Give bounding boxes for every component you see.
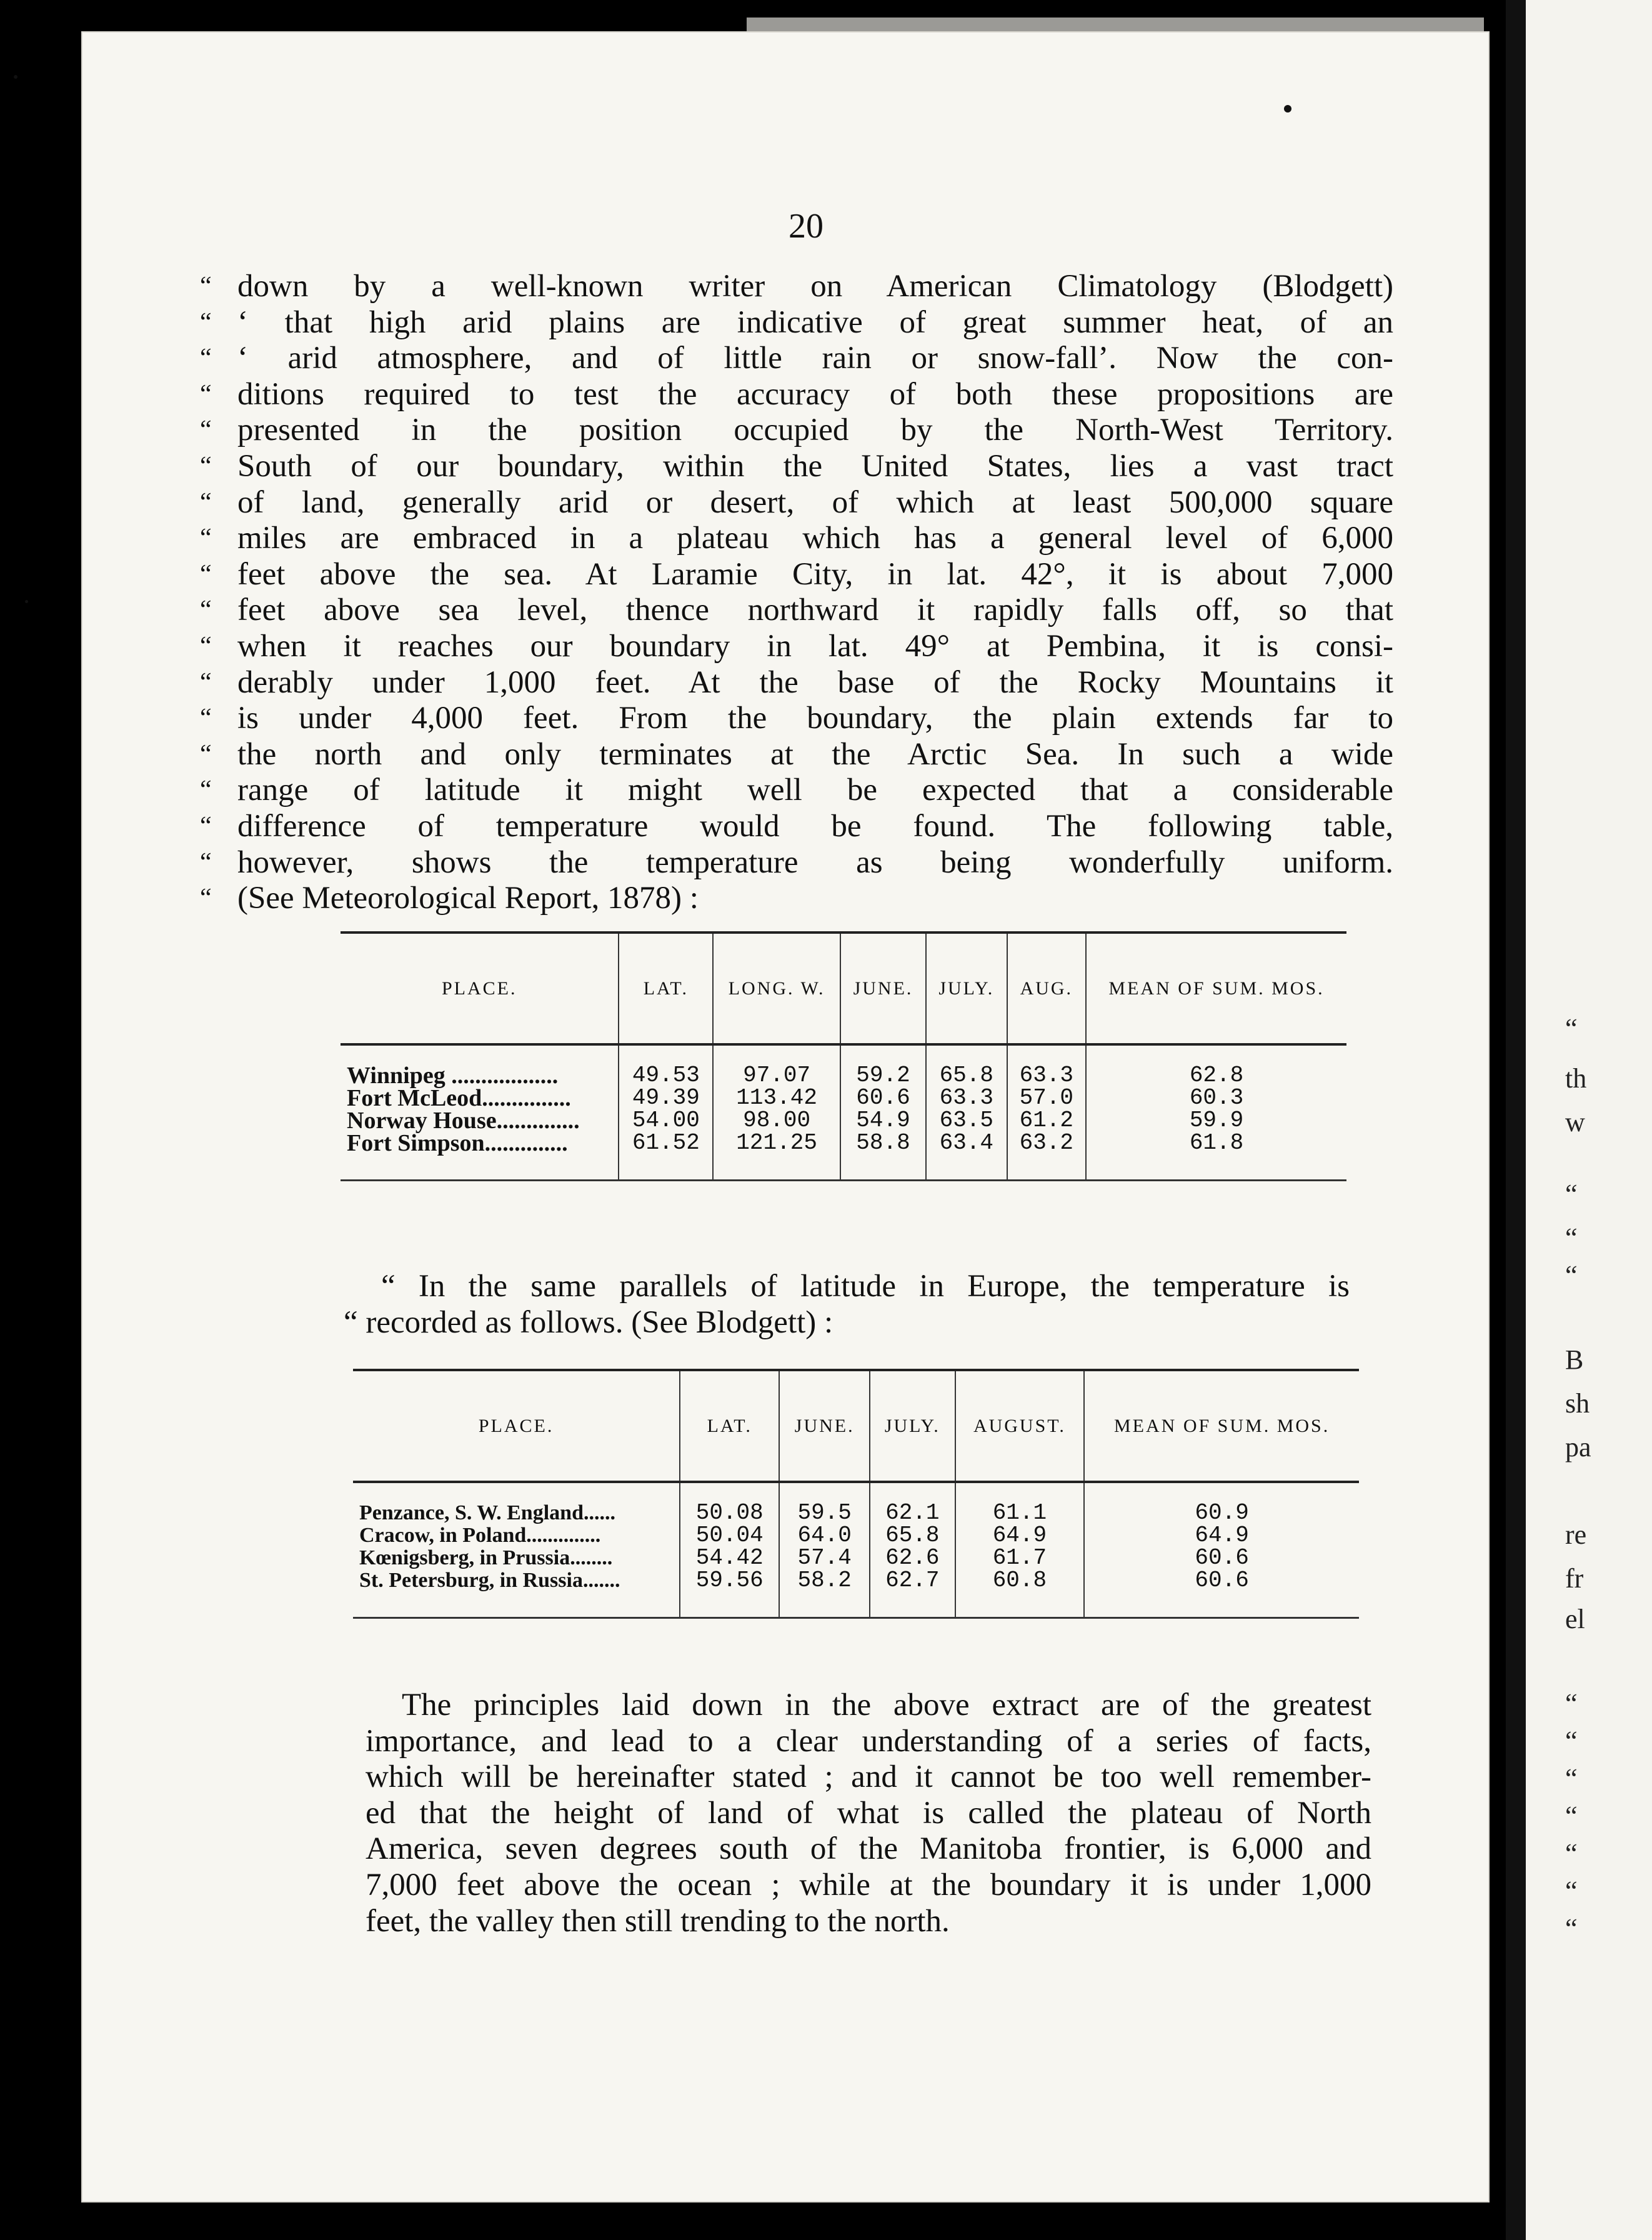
quote-mark: “ [200,379,212,409]
quote-mark: “ [200,668,212,697]
quote-line-text: ditions required to test the accuracy of both these propositions are [237,376,1393,412]
value-cell: 63.5 [926,1109,1007,1132]
paragraph-line: ed that the height of land of what is called the plateau of North [366,1795,1371,1831]
quote-line-text: ‘ arid atmosphere, and of little rain or snow-fall’. Now the con- [237,341,1393,376]
quote-mark: “ [200,739,212,769]
europe-intro-passage [344,1269,1350,1341]
table-header-row [353,1371,1359,1482]
quote-line [200,628,1393,665]
value-cell: 98.00 [713,1109,840,1132]
place-cell: Norway House.............. [347,1108,580,1134]
cut-off-text: B [1565,1344,1584,1375]
column-header: JULY. [926,934,1007,1044]
quote-line-text: of land, generally arid or desert, of which at least 500,000 square [237,484,1393,520]
value-cell: 62.6 [870,1547,955,1569]
north-america-temperature-table [341,931,1346,1181]
value-cell: 49.53 [619,1064,713,1087]
speck [25,600,28,603]
paragraph-line: feet, the valley then still trending to the north. [366,1903,950,1939]
quote-mark: “ [200,884,212,913]
value-cell: 61.52 [619,1132,713,1154]
value-cell: 60.9 [1084,1502,1359,1524]
closing-paragraph [366,1688,1371,1939]
quote-mark: “ [200,776,212,805]
intro-line-text: recorded as follows. (See Blodgett) : [366,1304,833,1340]
column-header: AUG. [1007,934,1087,1044]
paragraph-line: The principles laid down in the above extract are of the greatest [402,1688,1371,1722]
paragraph-line: 7,000 feet above the ocean ; while at the boundary it is under 1,000 [366,1867,1371,1902]
value-cell: 61.1 [955,1502,1085,1524]
quote-line-text: derably under 1,000 feet. At the base of the Rocky Mountains it [237,664,1393,700]
quote-line [200,484,1393,521]
cut-off-text: “ [1565,1913,1578,1944]
cut-off-text: “ [1565,1838,1578,1869]
place-cell: Winnipeg .................. [347,1062,559,1089]
value-cell: 59.5 [779,1502,870,1524]
column-header: PLACE. [341,934,619,1044]
quote-mark: “ [381,1269,419,1304]
quote-line [200,736,1393,773]
cut-off-text: fr [1565,1563,1584,1594]
table-row [341,1132,1346,1154]
quote-mark: “ [200,704,212,733]
quote-line [200,412,1393,449]
column-header: JUNE. [840,934,926,1044]
quote-mark: “ [200,524,212,553]
column-header: AUGUST. [955,1371,1085,1482]
place-cell: St. Petersburg, in Russia....... [359,1569,620,1592]
quote-line-text: presented in the position occupied by the North-West Territory. [237,412,1393,448]
value-cell: 50.08 [680,1502,779,1524]
quote-line-text: is under 4,000 feet. From the boundary, the plain extends far to [237,701,1393,736]
value-cell: 64.0 [779,1524,870,1547]
table-row [353,1524,1359,1547]
quote-line-text: feet above the sea. At Laramie City, in lat. 42°, it is about 7,000 [237,556,1393,592]
value-cell: 62.1 [870,1502,955,1524]
place-cell: Penzance, S. W. England...... [359,1501,615,1524]
cut-off-text: “ [1565,1179,1578,1209]
quote-line-text: difference of temperature would be found. The following table, [237,808,1393,844]
europe-temperature-table [353,1369,1359,1619]
page-gutter [1506,0,1526,2240]
value-cell: 63.3 [926,1087,1007,1109]
quote-line [200,556,1393,593]
quote-mark: “ [200,416,212,445]
quote-mark: “ [200,308,212,337]
page-number: 20 [789,207,824,246]
quote-line [200,341,1393,377]
quote-line [200,664,1393,701]
value-cell: 61.8 [1086,1132,1346,1154]
cut-off-text: “ [1565,1013,1578,1044]
value-cell: 54.9 [840,1109,926,1132]
value-cell: 49.39 [619,1087,713,1109]
cut-off-text: “ [1565,1801,1578,1831]
value-cell: 64.9 [955,1524,1085,1547]
quote-mark: “ [200,596,212,625]
cut-off-text: “ [1565,1726,1578,1756]
cut-off-text: “ [1565,1876,1578,1906]
value-cell: 60.3 [1086,1087,1346,1109]
cut-off-text: th [1565,1063,1587,1094]
cut-off-text: “ [1565,1763,1578,1794]
quote-line-text: South of our boundary, within the United States, lies a vast tract [237,448,1393,484]
quoted-passage [200,269,1393,917]
table-row [353,1502,1359,1524]
value-cell: 54.42 [680,1547,779,1569]
cut-off-text: “ [1565,1688,1578,1719]
intro-line [344,1305,1350,1341]
quote-line-text: the north and only terminates at the Arctic Sea. In such a wide [237,736,1393,772]
quote-line [200,304,1393,341]
quote-line [200,772,1393,809]
quote-line [200,269,1393,305]
quote-mark: “ [200,631,212,661]
value-cell: 59.56 [680,1569,779,1592]
column-header: MEAN OF SUM. MOS. [1086,934,1346,1044]
paragraph-line: importance, and lead to a clear understanding of a series of facts, [366,1723,1371,1759]
speck [1284,105,1291,112]
quote-mark: “ [200,344,212,373]
column-header: JUNE. [779,1371,870,1482]
quote-line-text: down by a well-known writer on American Climatology (Blodgett) [237,269,1393,304]
column-header: JULY. [870,1371,955,1482]
table-row [353,1547,1359,1569]
value-cell: 59.2 [840,1064,926,1087]
quote-line [200,521,1393,557]
cut-off-text: pa [1565,1432,1591,1462]
value-cell: 63.4 [926,1132,1007,1154]
value-cell: 60.6 [840,1087,926,1109]
table-row [341,1087,1346,1109]
column-header: MEAN OF SUM. MOS. [1084,1371,1359,1482]
speck [14,75,17,79]
value-cell: 63.2 [1007,1132,1087,1154]
value-cell: 58.8 [840,1132,926,1154]
quote-line [200,844,1393,881]
value-cell: 57.0 [1007,1087,1087,1109]
value-cell: 65.8 [926,1064,1007,1087]
value-cell: 62.7 [870,1569,955,1592]
adjacent-page-edge [1506,0,1652,2240]
value-cell: 65.8 [870,1524,955,1547]
quote-line-text: feet above sea level, thence northward it rapidly falls off, so that [237,592,1393,628]
quote-line-text: range of latitude it might well be expected that a considerable [237,772,1393,808]
quote-line [200,881,1393,917]
quote-line-text: miles are embraced in a plateau which has a general level of 6,000 [237,521,1393,556]
quote-mark: “ [200,488,212,517]
value-cell: 58.2 [779,1569,870,1592]
quote-line-text: however, shows the temperature as being wonderfully uniform. [237,844,1393,880]
value-cell: 59.9 [1086,1109,1346,1132]
quote-line-text: (See Meteorological Report, 1878) : [237,881,699,916]
place-cell: Fort McLeod............... [347,1085,571,1111]
value-cell: 64.9 [1084,1524,1359,1547]
cut-off-text: el [1565,1604,1585,1634]
cut-off-text: w [1565,1107,1585,1138]
paragraph-line: America, seven degrees south of the Manitoba frontier, is 6,000 and [366,1831,1371,1867]
intro-line [344,1269,1350,1305]
cut-off-text: sh [1565,1388,1590,1419]
cut-off-text: “ [1565,1222,1578,1253]
value-cell: 60.8 [955,1569,1085,1592]
paragraph-line: which will be hereinafter stated ; and it cannot be too well remember- [366,1759,1371,1795]
table-row [341,1064,1346,1087]
column-header: PLACE. [353,1371,680,1482]
value-cell: 61.7 [955,1547,1085,1569]
value-cell: 62.8 [1086,1064,1346,1087]
value-cell: 57.4 [779,1547,870,1569]
table-row [341,1109,1346,1132]
value-cell: 113.42 [713,1087,840,1109]
column-header: LAT. [619,934,713,1044]
value-cell: 54.00 [619,1109,713,1132]
cut-off-text: re [1565,1519,1587,1550]
cut-off-text: “ [1565,1260,1578,1291]
quote-mark: “ [200,272,212,301]
value-cell: 60.6 [1084,1547,1359,1569]
value-cell: 60.6 [1084,1569,1359,1592]
table-row [353,1569,1359,1592]
column-header: LONG. W. [713,934,840,1044]
place-cell: Fort Simpson.............. [347,1130,568,1156]
quote-mark: “ [344,1304,366,1340]
quote-mark: “ [200,559,212,589]
place-cell: Kœnigsberg, in Prussia........ [359,1546,613,1569]
quote-line [200,376,1393,413]
quote-line [200,808,1393,845]
value-cell: 50.04 [680,1524,779,1547]
place-cell: Cracow, in Poland.............. [359,1524,601,1547]
quote-line-text: ‘ that high arid plains are indicative of great summer heat, of an [237,304,1393,340]
value-cell: 63.3 [1007,1064,1087,1087]
column-header: LAT. [680,1371,779,1482]
quote-mark: “ [200,848,212,877]
value-cell: 97.07 [713,1064,840,1087]
quote-mark: “ [200,811,212,841]
value-cell: 121.25 [713,1132,840,1154]
quote-line [200,592,1393,629]
table-header-row [341,934,1346,1044]
intro-line-text: In the same parallels of latitude in Europe, the temperature is [418,1269,1350,1304]
quote-line-text: when it reaches our boundary in lat. 49° at Pembina, it is consi- [237,628,1393,664]
quote-line [200,701,1393,737]
quote-line [200,448,1393,485]
value-cell: 61.2 [1007,1109,1087,1132]
quote-mark: “ [200,451,212,481]
